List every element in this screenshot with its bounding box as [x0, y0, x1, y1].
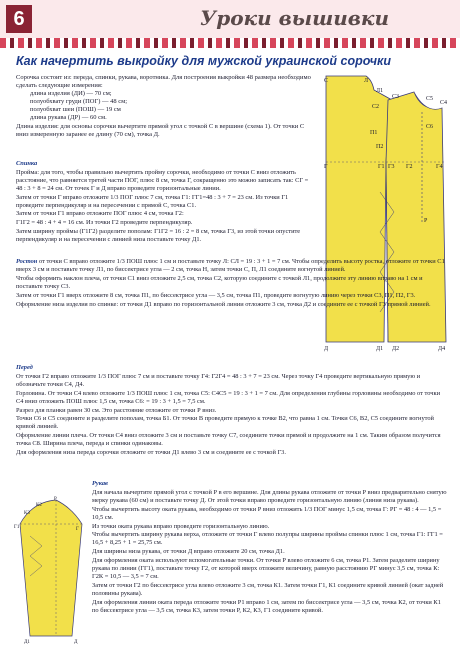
neck-paragraph: Чтобы оформить наклон плеча, от точки С1 вниз отложите 2,5 см, точка С2, которую соедините с точкой Л1, продолжите эту линию вправо на 1 см и поставьте точку С3. [16, 274, 423, 290]
sleeve-paragraph: Чтобы вычертить ширину рукава верха, отложите от точки Г влево полупры ширины проймы спинки плюс 1 см, точка Г1: ГГ1 = 16,5 + 8,25 + 1 = 25,75 см. [92, 531, 443, 547]
diagram-label: Г4 [436, 164, 443, 170]
diagram-label: Д [324, 346, 329, 352]
back-paragraph: Затем от точки Г1 вправо отложите ПОГ плюс 4 см, точка Г2: [16, 210, 184, 218]
front-section [16, 364, 448, 458]
diagram-label: П2 [376, 144, 384, 150]
diagram-label: Р [424, 218, 428, 224]
sleeve-paragraph: Чтобы вычертить высоту оката рукава, необходимо от точки Р вниз отложить 1/3 ПОГ минус 1,5 см, точка Г: РГ = 48 : 4 — 1,5 = 10,5 см. [92, 505, 442, 521]
front-paragraph: Точки С6 и С5 соедините и разделите пополам, точка Б1. От точки В проведите прямую к точке В2, что равна 1 см. Точки С6, В2, С5 соедините вогнутой кривой линией. [16, 415, 434, 431]
sleeve-section [92, 480, 448, 616]
sleeve-pattern-diagram [12, 496, 88, 644]
intro-measure: длина рукава (ДР) — 60 см. [30, 114, 107, 122]
back-paragraph: Пройма: для того, чтобы правильно вычертить пройму сорочки, необходимо от точки С вниз отложить расстояние, что равняется третей части ПОГ, плюс 8 см, точка Г, сокращенно это можно записать так: СГ = 48 : 3 + 8 = 24 см. От точек Г и Д вправо проведите горизонтальные линии. [16, 168, 309, 192]
page-header [0, 0, 460, 38]
sleeve-label: Д [74, 640, 78, 644]
sleeve-paragraph: Для оформления линии оката переда отложите точки Р1 вправо 1 см, затем по биссектрисе угла — 3,5 см, точка К2, от точки К1 по биссектрисе угла — 3,5 см, точка К3, затем точки Р, К2, К3, Г1 соедините кривой. [92, 598, 441, 614]
shirt-pattern-diagram [322, 72, 450, 352]
article-title: Как начертить выкройку для мужской украинской сорочки [16, 54, 391, 68]
section-heading: Перед [16, 364, 33, 371]
neck-paragraph: Оформление низа изделия по спинке: от точки Д1 вправо по горизонтальной линии отложите 3 см, точка Д2 и соедините ее с точкой Г3 прямой линией. [16, 300, 431, 308]
diagram-label: С6 [426, 124, 434, 130]
diagram-label: С5 [426, 96, 434, 102]
front-paragraph: От точки Г2 вправо отложите 1/3 ПОГ плюс 7 см и поставьте точку Г4: Г2Г4 = 48 : 3 + 7 = 23 см. Через точку Г4 проведите вертикальную прямую и обозначьте точки С4, Д4. [16, 372, 421, 388]
sleeve-label: К3 [24, 511, 30, 516]
intro-paragraph: Сорочка состоит из: переда, спинки, рукава, воротника. Для построения выкройки 48 размера необходимо сделать следующие измерения: [16, 74, 311, 90]
back-paragraph: Г1Г2 = 48 : 4 + 4 = 16 см. Из точки Г2 проведите перпендикуляр. [16, 219, 193, 227]
intro-text [16, 74, 316, 139]
section-heading: Ростон [16, 258, 38, 265]
diagram-label: С4 [440, 100, 448, 106]
section-title: Уроки вышивки [200, 6, 389, 30]
diagram-label: Г1 [378, 164, 385, 170]
neck-section [16, 258, 448, 309]
sleeve-paragraph: Затем от точки Г2 по биссектрисе угла влево отложите 3 см, точка К1. Затем точки Г1, К1 соедините кривой линией (окат задней половины рукава). [92, 581, 444, 597]
front-paragraph: Для оформления низа переда сорочки отложите от точки Д1 влево 3 см и соедините ее с точкой Г3. [16, 449, 286, 457]
section-heading: Рукав [92, 480, 108, 487]
diagram-label: П1 [370, 130, 378, 136]
neck-text: от точки С вправо отложите 1/3 ПОШ плюс 1 см и поставьте точку Л: СЛ = 19 : 3 + 1 = 7 см. Чтобы определить высоту ростка, отложите от точки С1 вверх 3 см и поставьте точку Л1, по биссектрисе угла — 2 см, точка Н, затем точки С, П, Л1 соедините вогнутой линией. [16, 258, 445, 273]
intro-measure: длина изделия (ДИ) — 70 см; [30, 90, 112, 98]
diagram-label: Л [364, 78, 369, 84]
front-paragraph: Разрез для планки равен 30 см. Это расстояние отложите от точки Р вниз. [16, 406, 217, 414]
front-paragraph: Горловина. От точки С4 влево отложите 1/3 ПОШ плюс 1 см, точка С5: С4С5 = 19 : 3 + 1 = 7 см. Для определения глубины горловины необходимо от точки С4 вниз отложить ПОШ плюс 1,5 см, точка С6: = 19 : 3 + 1,5 = 7,5 см. [16, 389, 441, 405]
intro-measure: полуобхвату груди (ПОГ) — 48 см; [30, 98, 128, 106]
neck-paragraph [16, 258, 448, 274]
sleeve-paragraph: Из точки оката рукава вправо проведите горизонтальную линию. [92, 522, 270, 530]
diagram-label: Г2 [406, 164, 413, 170]
diagram-label: Л1 [376, 88, 384, 94]
sleeve-label: Р [54, 497, 57, 502]
page-number: 6 [6, 5, 32, 33]
diagram-label: С [324, 78, 329, 84]
back-section [16, 160, 316, 245]
diagram-label: Д1 [376, 346, 384, 352]
intro-paragraph: Длина изделия: для основы сорочки вычертите прямой угол с точкой С в вершине (схема 1). От точки С вниз измеренную заранее ее длину (70 см), точка Д. [16, 122, 305, 138]
front-paragraph: Оформление линии плеча. От точки С4 вниз отложите 3 см и поставьте точку С7, соедините точки прямой и продолжите на 1 см. Таким образом получится точка С8. Ширина плеча, переда и спинки одинаковы. [16, 432, 441, 448]
diagram-label: С2 [372, 104, 380, 110]
sleeve-label: Д1 [24, 640, 30, 644]
diagram-label: С3 [392, 94, 400, 100]
intro-measure: полуобхват шеи (ПОШ) — 19 см [30, 106, 121, 114]
diagram-label: Д2 [392, 346, 400, 352]
diagram-label: Г [324, 164, 328, 170]
neck-paragraph: Затем от точки Г1 вверх отложите 8 см, точка П1, по биссектрисе угла — 3,5 см, точка П1, проведите вогнутую линию через точки С3, П1, П2, Г3. [16, 291, 416, 299]
ornament-border [0, 38, 460, 48]
sleeve-paragraph: Для ширины низа рукава, от точки Д вправо отложите 20 см, точка Д1. [92, 548, 285, 556]
sleeve-label: Г1 [14, 525, 20, 530]
sleeve-label: Г [76, 527, 79, 532]
section-heading: Спинка [16, 160, 38, 167]
sleeve-paragraph: Для оформления оката используют вспомогательные точки. От точки Р влево отложите 6 см, точка Р1. Затем разделите ширину рукава по линии (ГГ1), поставьте точку Г2, от которой вверх отложите величину, равную расстоянию РГ минус 3,5 см, точка К: Г2К = 10,5 — 3,5 = 7 см. [92, 557, 440, 580]
sleeve-label: К2 [36, 503, 42, 508]
sleeve-paragraph: Для начала вычертите прямой угол с точкой Р в его вершине. Для длины рукава отложите от точки Р вниз предварительно снятую мерку рукава (60 см) и поставьте точку Д. От этой точки вправо проведите горизонтальную линию (линия низа рукава). [92, 488, 447, 504]
back-paragraph: Затем от точки Г вправо отложите 1/3 ПОГ плюс 7 см, точка Г1: ГГ1=48 : 3 + 7 = 23 см. Из точки Г1 проведите перпендикуляр и на пересечении с прямой С, точка С1. [16, 193, 289, 209]
back-paragraph: Затем ширину проймы (Г1Г2) разделите пополам: Г1Г2 = 16 : 2 = 8 см, точка Г3, из этой точки опустите перпендикуляр и на пересечении с линией низа поставьте точку Д1. [16, 228, 301, 244]
diagram-label: Д4 [438, 346, 446, 352]
diagram-label: Г3 [388, 164, 395, 170]
